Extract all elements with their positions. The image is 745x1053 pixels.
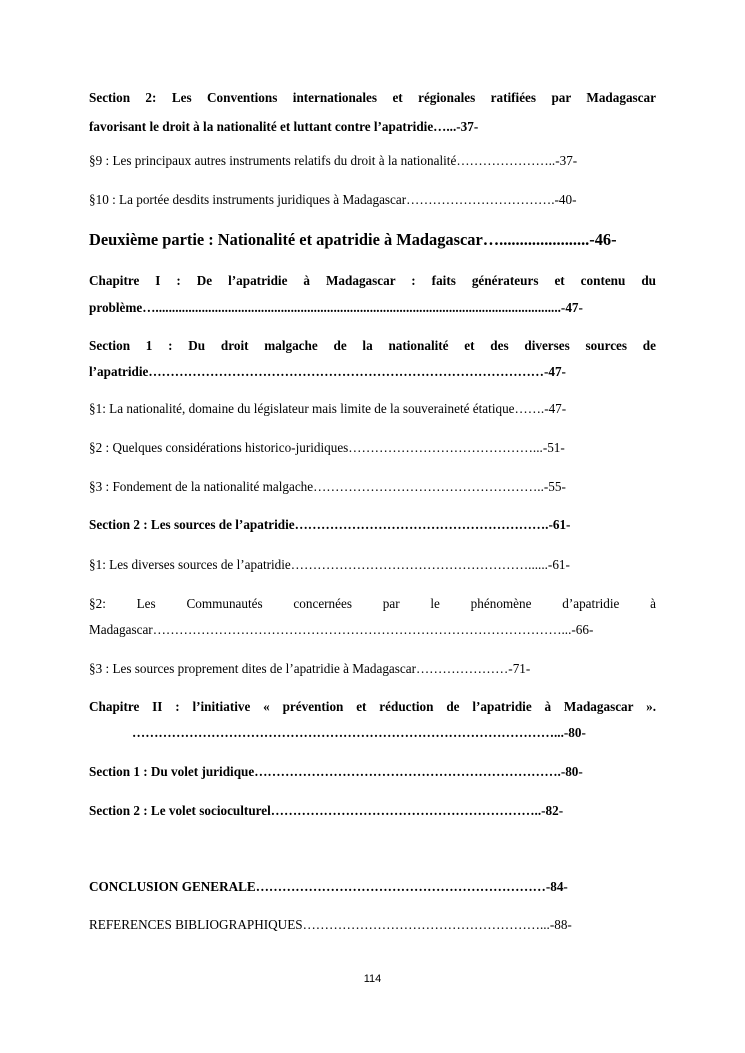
toc-entry-p9: §9 : Les principaux autres instruments relatifs du droit à la nationalité…………………..-37- xyxy=(89,153,578,168)
toc-section1-line1: Section 1 : Du droit malgache de la nationalité et des diverses sources de xyxy=(89,338,656,353)
toc-entry-p2: §2 : Quelques considérations historico-juridiques……………………………………...-51- xyxy=(89,440,565,455)
toc-chapter1-line2: problème…...........................................................................................................................-47- xyxy=(89,300,583,315)
toc-part2-heading: Deuxième partie : Nationalité et apatridie à Madagascar…......................-46- xyxy=(89,230,617,249)
toc-entry-p2b-line2: Madagascar…………………………………………………………………………………...-66- xyxy=(89,622,594,637)
toc-section1-line2: l’apatridie………………………………………………………………………………-47- xyxy=(89,364,566,379)
toc-chapter1-line1: Chapitre I : De l’apatridie à Madagascar : faits générateurs et contenu du xyxy=(89,273,656,288)
toc-entry-p2b-line1: §2: Les Communautés concernées par le phénomène d’apatridie à xyxy=(89,596,656,611)
toc-conclusion: CONCLUSION GENERALE…………………………………………………………-84- xyxy=(89,879,568,894)
toc-chapter2-line2: ……………………………………………………………………………………...-80- xyxy=(132,725,586,740)
toc-chapter2-line1: Chapitre II : l’initiative « prévention et réduction de l’apatridie à Madagascar ». xyxy=(89,699,656,714)
toc-entry-p10: §10 : La portée desdits instruments juridiques à Madagascar…………………………….-40- xyxy=(89,192,577,207)
toc-section2-title-line1: Section 2: Les Conventions internationales et régionales ratifiées par Madagascar xyxy=(89,90,656,105)
toc-entry-p3: §3 : Fondement de la nationalité malgache……………………………………………..-55- xyxy=(89,479,566,494)
toc-entry-p1b: §1: Les diverses sources de l’apatridie………………………………………………......-61- xyxy=(89,557,570,572)
toc-entry-p3b: §3 : Les sources proprement dites de l’apatridie à Madagascar…………………-71- xyxy=(89,661,531,676)
toc-section2-title-line2: favorisant le droit à la nationalité et luttant contre l’apatridie…...-37- xyxy=(89,119,479,134)
toc-section2-sources: Section 2 : Les sources de l’apatridie………………………………………………….-61- xyxy=(89,517,571,532)
toc-references: REFERENCES BIBLIOGRAPHIQUES………………………………………………...-88- xyxy=(89,917,572,932)
toc-section2-socioculturel: Section 2 : Le volet socioculturel……………………………………………………..-82- xyxy=(89,803,564,818)
toc-section1-juridique: Section 1 : Du volet juridique…………………………………………………………….-80- xyxy=(89,764,583,779)
toc-entry-p1: §1: La nationalité, domaine du législateur mais limite de la souveraineté étatique…….-47- xyxy=(89,401,567,416)
page-number: 114 xyxy=(363,973,382,985)
